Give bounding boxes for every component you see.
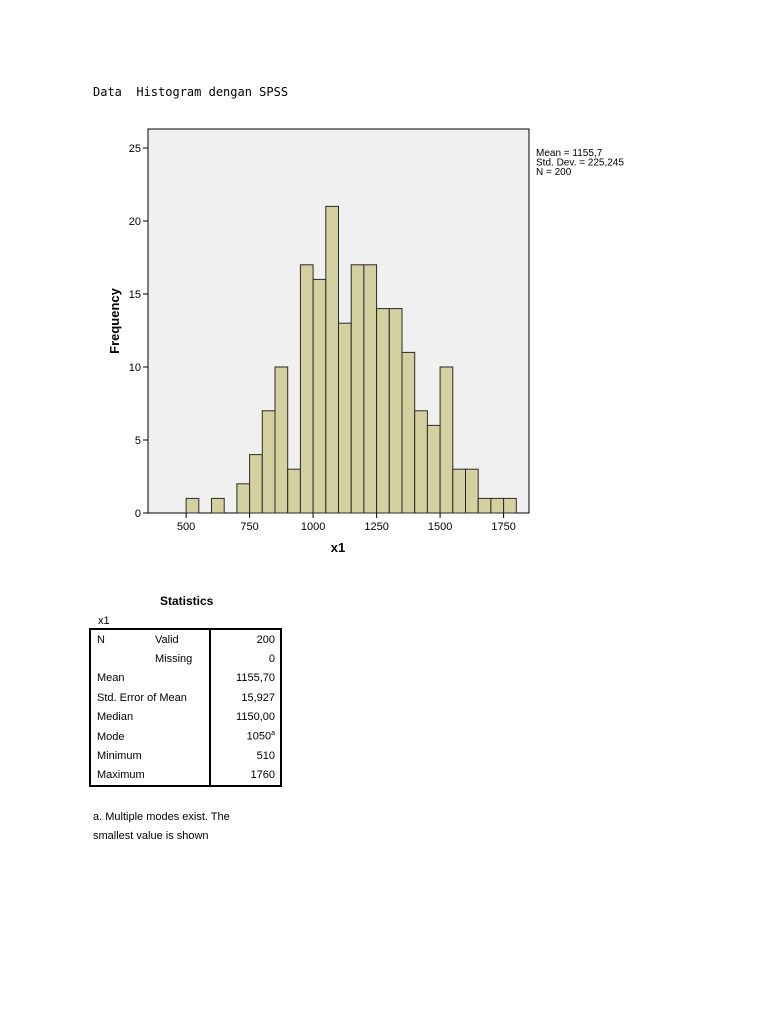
statistics-row [90, 688, 281, 707]
x-tick-label: 500 [176, 521, 196, 533]
histogram-bar [351, 265, 364, 513]
histogram-bar [364, 265, 377, 513]
x-tick-label: 1250 [364, 521, 389, 533]
statistics-row-value: 1150,00 [210, 708, 281, 727]
histogram-bar [275, 367, 288, 513]
statistics-row-label: Median [97, 711, 134, 724]
histogram-bar [389, 309, 402, 513]
document-title: Data Histogram dengan SPSS [93, 85, 289, 99]
statistics-row [90, 649, 281, 668]
statistics-table [89, 628, 282, 787]
statistics-row [90, 669, 281, 688]
x-tick-label: 750 [240, 521, 259, 533]
statistics-row-value: 510 [210, 746, 281, 765]
statistics-row [90, 629, 281, 649]
statistics-row-label: Mode [97, 730, 125, 743]
legend-entry: Std. Dev. = 225,245 [536, 157, 624, 169]
statistics-row-label: N Valid [97, 633, 179, 646]
histogram-bar [504, 498, 517, 513]
y-tick-label: 10 [128, 361, 141, 374]
histogram-bar [415, 411, 428, 513]
histogram-bar [186, 498, 199, 513]
statistics-variable: x1 [98, 615, 110, 627]
statistics-row-value: 1760 [210, 766, 281, 786]
statistics-row-sublabel: Missing [155, 653, 193, 666]
statistics-row-label: Maximum [97, 769, 145, 782]
statistics-row-label: Mean [97, 672, 125, 685]
histogram-bar [300, 265, 313, 513]
statistics-row-value: 1155,70 [210, 669, 281, 688]
histogram-bar [212, 498, 225, 513]
statistics-row [90, 746, 281, 765]
statistics-title: Statistics [160, 594, 214, 608]
statistics-row [90, 766, 281, 786]
y-axis-label: Frequency [107, 288, 122, 354]
statistics-row-value: 1050$^a$ [210, 727, 281, 746]
legend-entry: Mean = 1155,7 [536, 148, 603, 159]
histogram-bar [313, 279, 326, 513]
histogram-bar [377, 309, 390, 513]
y-tick-label: 5 [134, 434, 141, 447]
x-axis-label: x1 [330, 540, 346, 555]
histogram-bar [402, 352, 415, 513]
y-tick-label: 15 [128, 288, 141, 301]
histogram-bar [440, 367, 453, 513]
statistics-row-value: 0 [210, 649, 281, 668]
x-axis [177, 513, 516, 533]
histogram-bar [339, 323, 352, 513]
histogram-bar [453, 469, 466, 513]
histogram-bar [288, 469, 301, 513]
x-tick-label: 1750 [491, 521, 516, 533]
y-axis [129, 143, 148, 520]
statistics-row-label: Std. Error of Mean [97, 691, 187, 704]
statistics-row-sublabel: Valid [155, 633, 179, 646]
statistics-row [90, 708, 281, 727]
statistics-row-value: 200 [210, 629, 281, 649]
histogram-bar [250, 455, 263, 513]
x-tick-label: 1000 [300, 521, 326, 533]
x-tick-label: 1500 [427, 521, 453, 533]
statistics-row-value: 15,927 [210, 688, 281, 707]
legend-entry: N = 200 [536, 167, 572, 178]
histogram-bar [262, 411, 275, 513]
y-tick-label: 0 [134, 508, 141, 520]
statistics-row-label [90, 649, 210, 668]
histogram-bar [326, 206, 339, 513]
histogram-bar [466, 469, 479, 513]
statistics-row-label: Minimum [97, 750, 142, 763]
histogram-bar [491, 498, 504, 513]
footnote-marker: a [271, 730, 275, 738]
y-tick-label: 25 [128, 142, 141, 155]
histogram-bar [478, 498, 491, 513]
histogram-bar [427, 425, 440, 513]
chart-legend [536, 148, 624, 178]
histogram-bar [237, 484, 250, 513]
statistics-footnote: a. Multiple modes exist. The smallest value is shown [93, 811, 230, 842]
statistics-row [90, 727, 281, 746]
y-tick-label: 20 [128, 215, 141, 228]
